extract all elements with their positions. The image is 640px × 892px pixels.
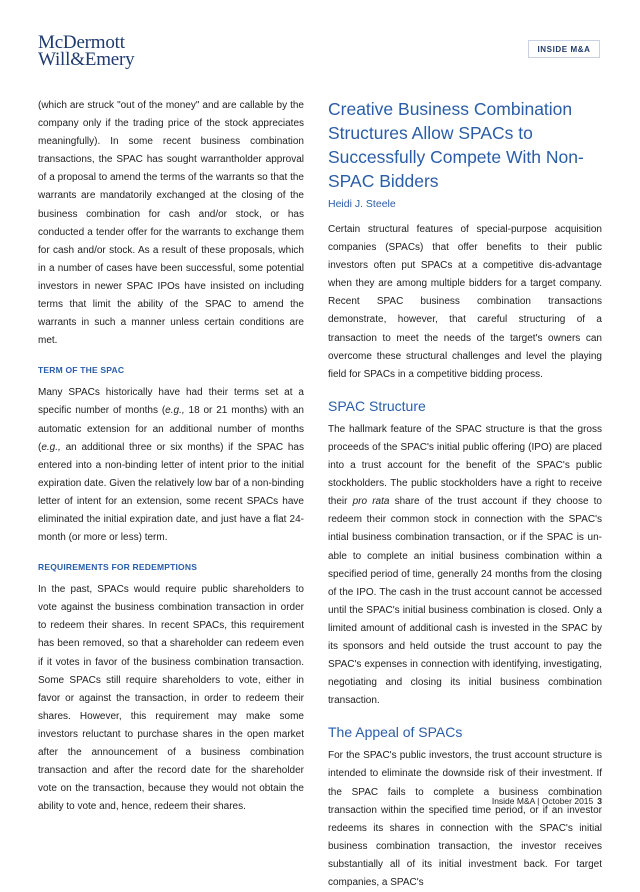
subhead-redemptions: REQUIREMENTS FOR REDEMPTIONS: [38, 562, 198, 573]
inside-ma-badge: INSIDE M&A: [528, 40, 600, 58]
article-author: Heidi J. Steele: [328, 198, 396, 210]
right-column: [328, 97, 602, 892]
logo-line-1: McDermott: [38, 32, 125, 53]
firm-logo: [38, 34, 134, 68]
paragraph-redemptions: In the past, SPACs would require public shareholders to vote against the business combination transaction in order to redeem their shares. In recent SPACs, this requirement has been removed, so that a shareholder can redeem even if it votes in favor of the business combination transaction. Some SPACs still require shareholders to vote, either in favor or against the transaction, in order to redeem their shares. However, this requirement may make some investors reluctant to purchase shares in the open market after the announcement of a business combination transaction and after the record date for the shareholder vote on the transaction, because they would not obtain the ability to vote and, hence, redeem their shares.: [38, 584, 304, 813]
paragraph-warrants: (which are struck "out of the money" and are callable by the company only if the trading price of the stock appreciates meaningfully). In some recent business combination transactions, the SPAC has sought warrantholder approval of a proposal to amend the terms of the warrants so that the warrants are mandatorily exchanged at the closing of the business combination for cash and/or stock, or has conducted a tender offer for the warrants to exchange them for cash and/or stock. As a result of these proposals, which in a number of cases have been successful, some potential investors in newer SPAC IPOs have insisted on including terms that limit the ability of the SPAC to amend the warrants in such a manner unless certain conditions are met.: [38, 100, 304, 347]
page-number: 3: [597, 796, 602, 806]
article-title: Creative Business Combination Structures Allow SPACs to Successfully Compete With Non-SPAC Bidders: [328, 99, 584, 191]
paragraph-structure: The hallmark feature of the SPAC structure is that the gross proceeds of the SPAC's initial public offering (IPO) are placed into a trust account for the benefit of the SPAC's public stockholders. The public stockholders have a right to receive their pro rata share of the trust account if they choose to redeem their common stock in connection with the SPAC's intial business combination transaction, or if the SPAC is un-able to complete an initial business combination within a specified period of time, generally 24 months from the closing of the IPO. The cash in the trust account cannot be accessed until the SPAC's initial business combination is closed. Only a limited amount of additional cash is invested in the SPAC by its sponsors and held outside the trust account to pay the SPAC's expenses in connection with identifying, investigating, negotiating and closing its initial business combination transaction.: [328, 423, 602, 707]
paragraph-term: Many SPACs historically have had their terms set at a specific number of months (e.g., 18 or 21 months) with an automatic extension for an additional number of months (e.g., an additional three or six months) if the SPAC has entered into a non-binding letter of intent prior to the initial expiration date. Given the relatively low bar of a non-binding letter of intent for an extension, some recent SPACs have eliminated the initial expiration date, and just have a flat 24-month (or more or less) term.: [38, 387, 304, 544]
paragraph-intro: Certain structural features of special-purpose acquisition companies (SPACs) that offer benefits to their public investors often put SPACs at a competitive dis-advantage when they are among multiple bidders for a target company. Recent SPAC business combination transactions demonstrate, however, that careful structuring of a transaction to meet the needs of the target's owners can overcome these structural challenges and level the playing field for SPACs in a competitive bidding process.: [328, 224, 602, 380]
section-heading-appeal: The Appeal of SPACs: [328, 724, 463, 741]
paragraph-appeal: For the SPAC's public investors, the trust account structure is intended to eliminate the downside risk of their investment. If the SPAC fails to complete a business combination transaction within the specified time period, or if an investor redeems its shares in connection with the SPAC's initial business combination transaction, the investor receives substantially all of its initial investment back. For target companies, a SPAC's: [328, 750, 602, 888]
page-footer: [492, 796, 602, 806]
section-heading-spac-structure: SPAC Structure: [328, 397, 426, 414]
subhead-term-of-spac: TERM OF THE SPAC: [38, 365, 125, 376]
footer-publication: Inside M&A | October 2015: [491, 796, 594, 806]
logo-line-2: Will&Emery: [38, 49, 135, 70]
left-column: [38, 97, 304, 816]
